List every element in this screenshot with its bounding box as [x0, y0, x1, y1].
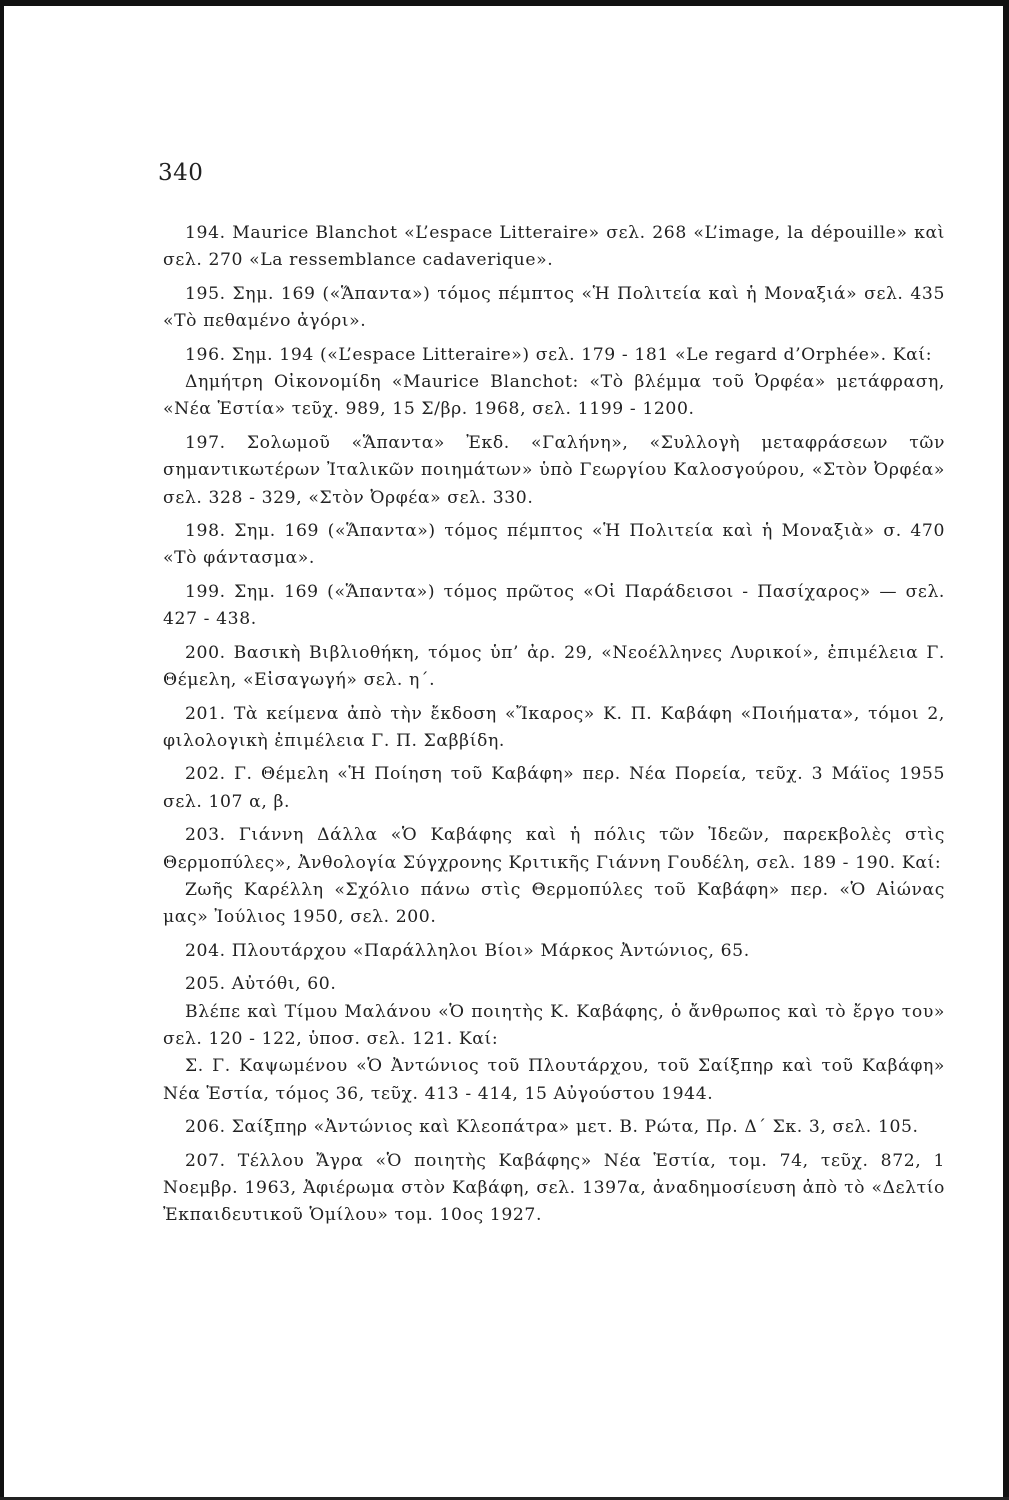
note-201: 201. Τὰ κείμενα ἀπὸ τὴν ἔκδοση «Ἴκαρος» Κ. Π. Καβάφη «Ποιήματα», τόμοι 2, φιλολογικὴ ἐπιμέλεια Γ. Π. Σαββίδη.	[163, 703, 945, 751]
note-196-continued: Δημήτρη Οἰκονομίδη «Maurice Blanchot: «Τὸ βλέμμα τοῦ Ὀρφέα» μετάφραση, «Νέα Ἑστία» τεῦχ. 989, 15 Σ/βρ. 1968, σελ. 1199 - 1200.	[163, 372, 945, 420]
note-199: 199. Σημ. 169 («Ἅπαντα») τόμος πρῶτος «Οἱ Παράδεισοι - Πασίχαρος» — σελ. 427 - 438.	[163, 581, 945, 630]
note-200: 200. Βασικὴ Βιβλιοθήκη, τόμος ὑπ’ ἀρ. 29, «Νεοέλληνες Λυρικοί», ἐπιμέλεια Γ. Θέμελη, «Εἰσαγωγή» σελ. η΄.	[163, 642, 945, 691]
note-203: 203. Γιάννη Δάλλα «Ὁ Καβάφης καὶ ἡ πόλις τῶν Ἰδεῶν, παρεκβολὲς στὶς Θερμοπύλες», Ἀνθολογία Σύγχρονης Κριτικῆς Γιάννη Γουδέλη, σελ. 189 - 190. Καί:	[163, 825, 945, 873]
scan-edge-left	[0, 0, 4, 1500]
scan-edge-top	[0, 0, 1009, 6]
note-196: 196. Σημ. 194 («L’espace Litteraire») σελ. 179 - 181 «Le regard d’Orphée». Καί:	[185, 344, 933, 365]
note-197: 197. Σολωμοῦ «Ἅπαντα» Ἐκδ. «Γαλήνη», «Συλλογὴ μεταφράσεων τῶν σημαντικωτέρων Ἰταλικῶν ποιημάτων» ὑπὸ Γεωργίου Καλοσγούρου, «Στὸν Ὀρφέα» σελ. 328 - 329, «Στὸν Ὀρφέα» σελ. 330.	[163, 432, 945, 508]
note-205: 205. Αὐτόθι, 60.	[185, 974, 337, 995]
scan-edge-right	[1003, 0, 1009, 1500]
note-203-continued: Ζωῆς Καρέλλη «Σχόλιο πάνω στὶς Θερμοπύλες τοῦ Καβάφη» περ. «Ὁ Αἰώνας μας» Ἰούλιος 1950, σελ. 200.	[163, 879, 945, 928]
endnotes	[163, 220, 945, 1236]
note-195: 195. Σημ. 169 («Ἅπαντα») τόμος πέμπτος «Ἡ Πολιτεία καὶ ἡ Μοναξιά» σελ. 435 «Τὸ πεθαμένο ἀγόρι».	[163, 283, 945, 332]
note-205-see-also: Βλέπε καὶ Τίμου Μαλάνου «Ὁ ποιητὴς Κ. Καβάφης, ὁ ἄνθρωπος καὶ τὸ ἔργο του» σελ. 120 - 122, ὑποσ. σελ. 121. Καί:	[163, 1001, 945, 1049]
note-205-continued: Σ. Γ. Καψωμένου «Ὁ Ἀντώνιος τοῦ Πλουτάρχου, τοῦ Σαίξπηρ καὶ τοῦ Καβάφη» Νέα Ἑστία, τόμος 36, τεῦχ. 413 - 414, 15 Αὐγούστου 1944.	[163, 1056, 945, 1104]
note-202: 202. Γ. Θέμελη «Ἡ Ποίηση τοῦ Καβάφη» περ. Νέα Πορεία, τεῦχ. 3 Μάϊος 1955 σελ. 107 α, β.	[163, 764, 945, 812]
page-number: 340	[158, 160, 204, 186]
note-198: 198. Σημ. 169 («Ἅπαντα») τόμος πέμπτος «Ἡ Πολιτεία καὶ ἡ Μοναξιὰ» σ. 470 «Τὸ φάντασμα».	[163, 521, 945, 569]
note-204: 204. Πλουτάρχου «Παράλληλοι Βίοι» Μάρκος Ἀντώνιος, 65.	[185, 940, 750, 961]
note-207: 207. Τέλλου Ἄγρα «Ὁ ποιητὴς Καβάφης» Νέα Ἑστία, τομ. 74, τεῦχ. 872, 1 Νοεμβρ. 1963, Ἀφιέρωμα στὸν Καβάφη, σελ. 1397α, ἀναδημοσίευση ἀπὸ τὸ «Δελτίο Ἐκπαιδευτικοῦ Ὁμίλου» τομ. 10ος 1927.	[163, 1150, 945, 1226]
note-194: 194. Maurice Blanchot «L’espace Litteraire» σελ. 268 «L’image, la dépouille» καὶ σελ. 270 «La ressemblance cadaverique».	[163, 223, 945, 271]
note-206: 206. Σαίξπηρ «Ἀντώνιος καὶ Κλεοπάτρα» μετ. Β. Ρώτα, Πρ. Δ΄ Σκ. 3, σελ. 105.	[185, 1117, 919, 1138]
